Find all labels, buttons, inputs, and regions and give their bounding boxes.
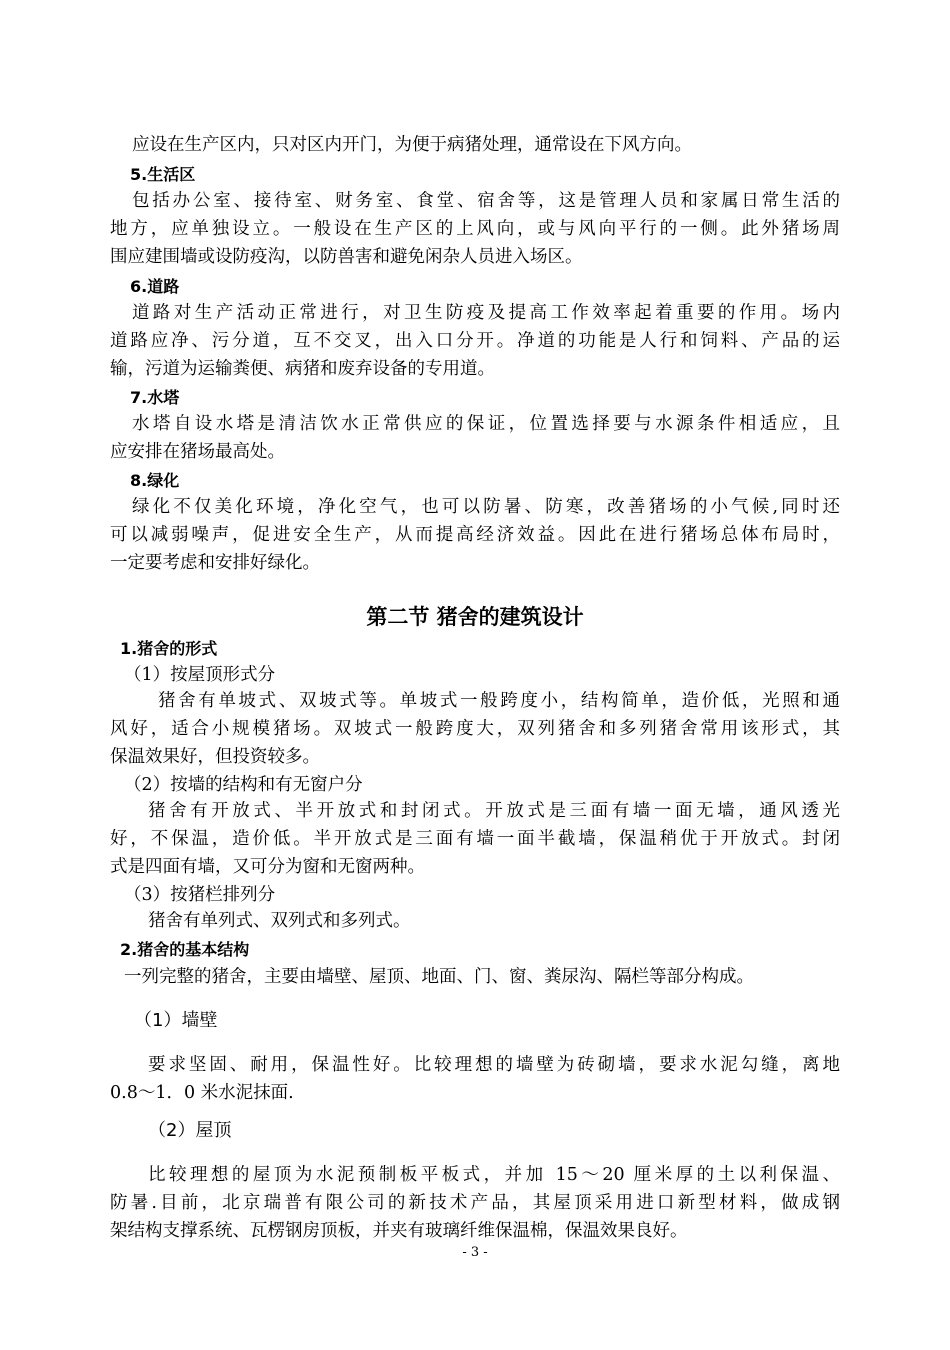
subheading-pig-house-forms: 1.猪舍的形式 bbox=[120, 639, 218, 658]
paragraph-line: 保温效果好，但投资较多。 bbox=[110, 747, 320, 767]
heading-water-tower: 7.水塔 bbox=[130, 388, 180, 407]
paragraph-line: 比较理想的屋顶为水泥预制板平板式，并加 15～20 厘米厚的土以利保温、 bbox=[148, 1165, 840, 1185]
paragraph-line: 式是四面有墙，又可分为窗和无窗两种。 bbox=[110, 857, 425, 877]
paragraph-line: 道路应净、污分道，互不交叉，出入口分开。净道的功能是人行和饲料、产品的运 bbox=[110, 331, 840, 351]
paragraph-line: 要求坚固、耐用，保温性好。比较理想的墙壁为砖砌墙，要求水泥勾缝，离地 bbox=[148, 1055, 840, 1075]
paragraph-line: 围应建围墙或设防疫沟，以防兽害和避免闲杂人员进入场区。 bbox=[110, 247, 583, 267]
list-heading: （1）按屋顶形式分 bbox=[124, 665, 276, 685]
subheading-basic-structure: 2.猪舍的基本结构 bbox=[120, 940, 250, 959]
paragraph-line: 猪舍有单坡式、双坡式等。单坡式一般跨度小，结构简单，造价低，光照和通 bbox=[158, 691, 840, 711]
paragraph-line: 水塔自设水塔是清洁饮水正常供应的保证，位置选择要与水源条件相适应，且 bbox=[132, 414, 840, 434]
paragraph-line: 猪舍有开放式、半开放式和封闭式。开放式是三面有墙一面无墙，通风透光 bbox=[148, 801, 840, 821]
section-title: 第二节 猪舍的建筑设计 bbox=[366, 605, 584, 629]
list-heading-walls: （1）墙壁 bbox=[134, 1010, 218, 1031]
paragraph-line: 绿化不仅美化环境，净化空气，也可以防暑、防寒，改善猪场的小气候,同时还 bbox=[132, 497, 840, 517]
paragraph-line: 0.8～1．0 米水泥抹面. bbox=[110, 1083, 294, 1103]
heading-greening: 8.绿化 bbox=[130, 471, 180, 490]
paragraph-line: 可以减弱噪声，促进安全生产，从而提高经济效益。因此在进行猪场总体布局时， bbox=[110, 525, 840, 545]
paragraph-line: 包括办公室、接待室、财务室、食堂、宿舍等，这是管理人员和家属日常生活的 bbox=[132, 191, 840, 211]
heading-roads: 6.道路 bbox=[130, 277, 180, 296]
paragraph-line: 道路对生产活动正常进行，对卫生防疫及提高工作效率起着重要的作用。场内 bbox=[132, 303, 840, 323]
list-heading-roof: （2）屋顶 bbox=[148, 1120, 232, 1141]
heading-living-area: 5.生活区 bbox=[130, 165, 196, 184]
paragraph-line: 猪舍有单列式、双列式和多列式。 bbox=[148, 911, 411, 931]
paragraph-line: 一列完整的猪舍，主要由墙壁、屋顶、地面、门、窗、粪尿沟、隔栏等部分构成。 bbox=[124, 967, 754, 987]
page-number: - 3 - bbox=[462, 1245, 488, 1260]
paragraph-line: 防暑.目前，北京瑞普有限公司的新技术产品，其屋顶采用进口新型材料，做成钢 bbox=[110, 1193, 840, 1213]
paragraph-line: 好，不保温，造价低。半开放式是三面有墙一面半截墙，保温稍优于开放式。封闭 bbox=[110, 829, 840, 849]
paragraph-line: 应安排在猪场最高处。 bbox=[110, 442, 285, 462]
paragraph-line: 输，污道为运输粪便、病猪和废弃设备的专用道。 bbox=[110, 359, 495, 379]
list-heading: （3）按猪栏排列分 bbox=[124, 885, 276, 905]
paragraph-line: 风好，适合小规模猪场。双坡式一般跨度大，双列猪舍和多列猪舍常用该形式，其 bbox=[110, 719, 840, 739]
list-heading: （2）按墙的结构和有无窗户分 bbox=[124, 775, 363, 795]
paragraph-line: 架结构支撑系统、瓦楞钢房顶板，并夹有玻璃纤维保温棉，保温效果良好。 bbox=[110, 1221, 688, 1241]
paragraph-line: 应设在生产区内，只对区内开门，为便于病猪处理，通常设在下风方向。 bbox=[132, 135, 692, 155]
paragraph-line: 地方，应单独设立。一般设在生产区的上风向，或与风向平行的一侧。此外猪场周 bbox=[110, 219, 840, 239]
paragraph-line: 一定要考虑和安排好绿化。 bbox=[110, 553, 320, 573]
